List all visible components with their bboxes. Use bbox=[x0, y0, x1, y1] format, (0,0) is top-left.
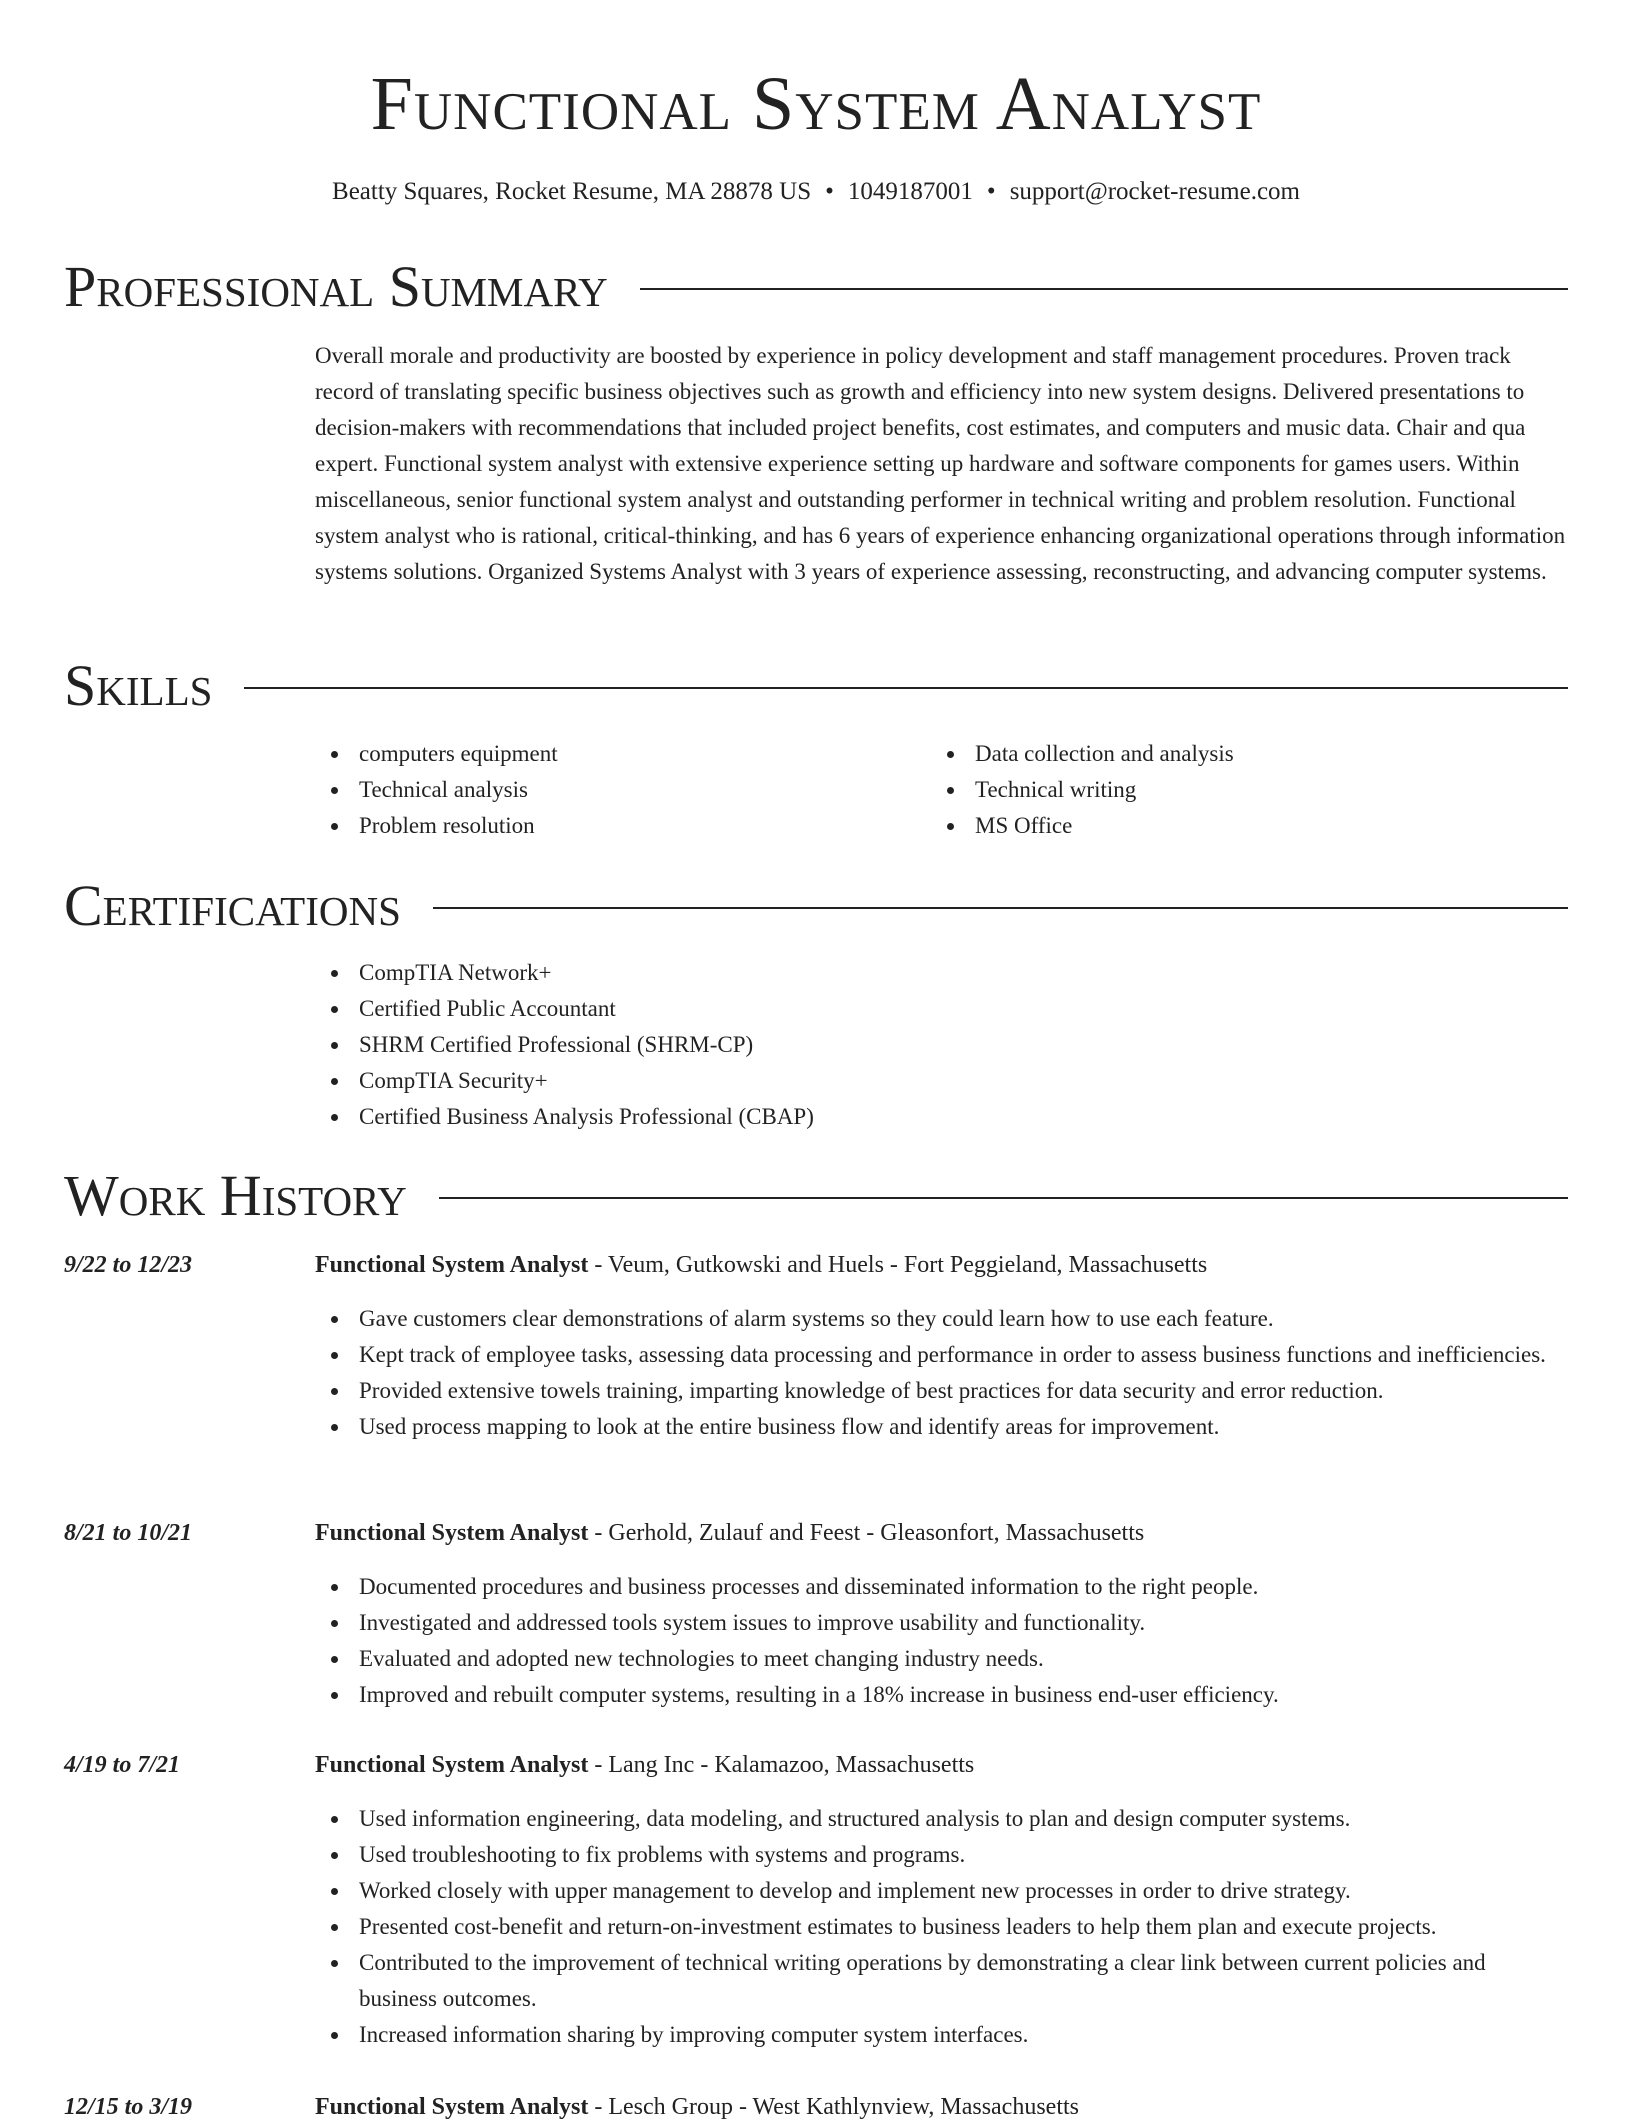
section-title-summary: Professional Summary bbox=[64, 254, 608, 319]
skill-item: computers equipment bbox=[315, 736, 915, 772]
job-employer: - Gerhold, Zulauf and Feest - Gleasonfort, Massachusetts bbox=[588, 1520, 1145, 1546]
job-bullet: Used troubleshooting to fix problems with systems and programs. bbox=[315, 1837, 1568, 1873]
job-bullet: Used information engineering, data modeling, and structured analysis to plan and design computer systems. bbox=[315, 1801, 1568, 1837]
job-title: Functional System Analyst bbox=[315, 1520, 589, 1546]
contact-separator: • bbox=[986, 178, 996, 205]
contact-address: Beatty Squares, Rocket Resume, MA 28878 US bbox=[332, 178, 812, 205]
job-bullet: Investigated and addressed tools system issues to improve usability and functionality. bbox=[315, 1605, 1568, 1641]
job-employer: - Lang Inc - Kalamazoo, Massachusetts bbox=[588, 1752, 975, 1778]
summary-text: Overall morale and productivity are boosted by experience in policy development and staff management procedures. Proven track record of translating specific business objectives such as growth and efficiency into new system designs. Delivered presentations to decision-makers with recommendations that included project benefits, cost estimates, and computers and music data. Chair and qua expert. Functional system analyst with extensive experience setting up hardware and software components for games users. Within miscellaneous, senior functional system analyst and outstanding performer in technical writing and problem resolution. Functional system analyst who is rational, critical-thinking, and has 6 years of experience enhancing organizational operations through information systems solutions. Organized Systems Analyst with 3 years of experience assessing, reconstructing, and advancing computer systems. bbox=[315, 343, 1566, 584]
certification-item: SHRM Certified Professional (SHRM-CP) bbox=[315, 1027, 1515, 1063]
job-heading bbox=[315, 1747, 1568, 1783]
job-bullet: Evaluated and adopted new technologies to meet changing industry needs. bbox=[315, 1641, 1568, 1677]
job-bullet: Increased information sharing by improving computer system interfaces. bbox=[315, 2017, 1568, 2053]
contact-phone: 1049187001 bbox=[847, 178, 973, 205]
contact-separator: • bbox=[825, 178, 834, 205]
contact-line bbox=[0, 174, 1632, 210]
job-heading bbox=[315, 1247, 1568, 1283]
certification-item: Certified Business Analysis Professional (CBAP) bbox=[315, 1099, 1515, 1135]
section-header-work-history bbox=[64, 1162, 1568, 1230]
job-employer: - Lesch Group - West Kathlynview, Massachusetts bbox=[588, 2094, 1080, 2120]
contact-email: support@rocket-resume.com bbox=[1009, 178, 1300, 205]
skill-item: Technical writing bbox=[931, 772, 1531, 808]
resume-name: Functional System Analyst bbox=[370, 62, 1262, 146]
skills-list-right bbox=[931, 736, 1531, 844]
section-divider bbox=[244, 687, 1568, 689]
certification-item: CompTIA Network+ bbox=[315, 955, 1515, 991]
job-employer: - Veum, Gutkowski and Huels - Fort Peggieland, Massachusetts bbox=[588, 1252, 1208, 1278]
section-title-skills: Skills bbox=[64, 653, 213, 718]
section-header-summary bbox=[64, 253, 1568, 321]
job-bullet: Presented cost-benefit and return-on-investment estimates to business leaders to help them plan and execute projects. bbox=[315, 1909, 1568, 1945]
skill-item: Technical analysis bbox=[315, 772, 915, 808]
job-dates: 8/21 to 10/21 bbox=[64, 1520, 193, 1546]
skill-item: Problem resolution bbox=[315, 808, 915, 844]
job-bullet: Provided extensive towels training, imparting knowledge of best practices for data security and error reduction. bbox=[315, 1373, 1568, 1409]
job-bullet: Contributed to the improvement of technical writing operations by demonstrating a clear link between current policies and business outcomes. bbox=[315, 1945, 1568, 2017]
certification-item: Certified Public Accountant bbox=[315, 991, 1515, 1027]
job-title: Functional System Analyst bbox=[315, 2094, 589, 2120]
skill-item: Data collection and analysis bbox=[931, 736, 1531, 772]
job-title: Functional System Analyst bbox=[315, 1752, 589, 1778]
skills-list-left bbox=[315, 736, 915, 844]
certifications-list bbox=[315, 955, 1515, 1135]
job-bullet: Kept track of employee tasks, assessing data processing and performance in order to assess business functions and inefficiencies. bbox=[315, 1337, 1568, 1373]
job-bullets bbox=[315, 1301, 1568, 1445]
job-bullet: Used process mapping to look at the entire business flow and identify areas for improvement. bbox=[315, 1409, 1568, 1445]
job-title: Functional System Analyst bbox=[315, 1252, 589, 1278]
job-dates: 9/22 to 12/23 bbox=[64, 1252, 193, 1278]
job-bullet: Gave customers clear demonstrations of alarm systems so they could learn how to use each feature. bbox=[315, 1301, 1568, 1337]
certification-item: CompTIA Security+ bbox=[315, 1063, 1515, 1099]
job-bullet: Documented procedures and business processes and disseminated information to the right people. bbox=[315, 1569, 1568, 1605]
job-heading bbox=[315, 1515, 1568, 1551]
section-title-work-history: Work History bbox=[64, 1163, 407, 1228]
section-divider bbox=[640, 288, 1568, 290]
job-heading bbox=[315, 2089, 1568, 2125]
skill-item: MS Office bbox=[931, 808, 1531, 844]
job-dates: 4/19 to 7/21 bbox=[64, 1752, 181, 1778]
section-divider bbox=[433, 907, 1568, 909]
job-bullet: Worked closely with upper management to develop and implement new processes in order to drive strategy. bbox=[315, 1873, 1568, 1909]
job-bullets bbox=[315, 1801, 1568, 2053]
section-divider bbox=[439, 1197, 1568, 1199]
job-dates: 12/15 to 3/19 bbox=[64, 2094, 193, 2120]
job-bullet: Improved and rebuilt computer systems, resulting in a 18% increase in business end-user efficiency. bbox=[315, 1677, 1568, 1713]
job-bullets bbox=[315, 1569, 1568, 1713]
section-header-certifications bbox=[64, 872, 1568, 940]
section-title-certifications: Certifications bbox=[64, 873, 401, 938]
section-header-skills bbox=[64, 652, 1568, 720]
